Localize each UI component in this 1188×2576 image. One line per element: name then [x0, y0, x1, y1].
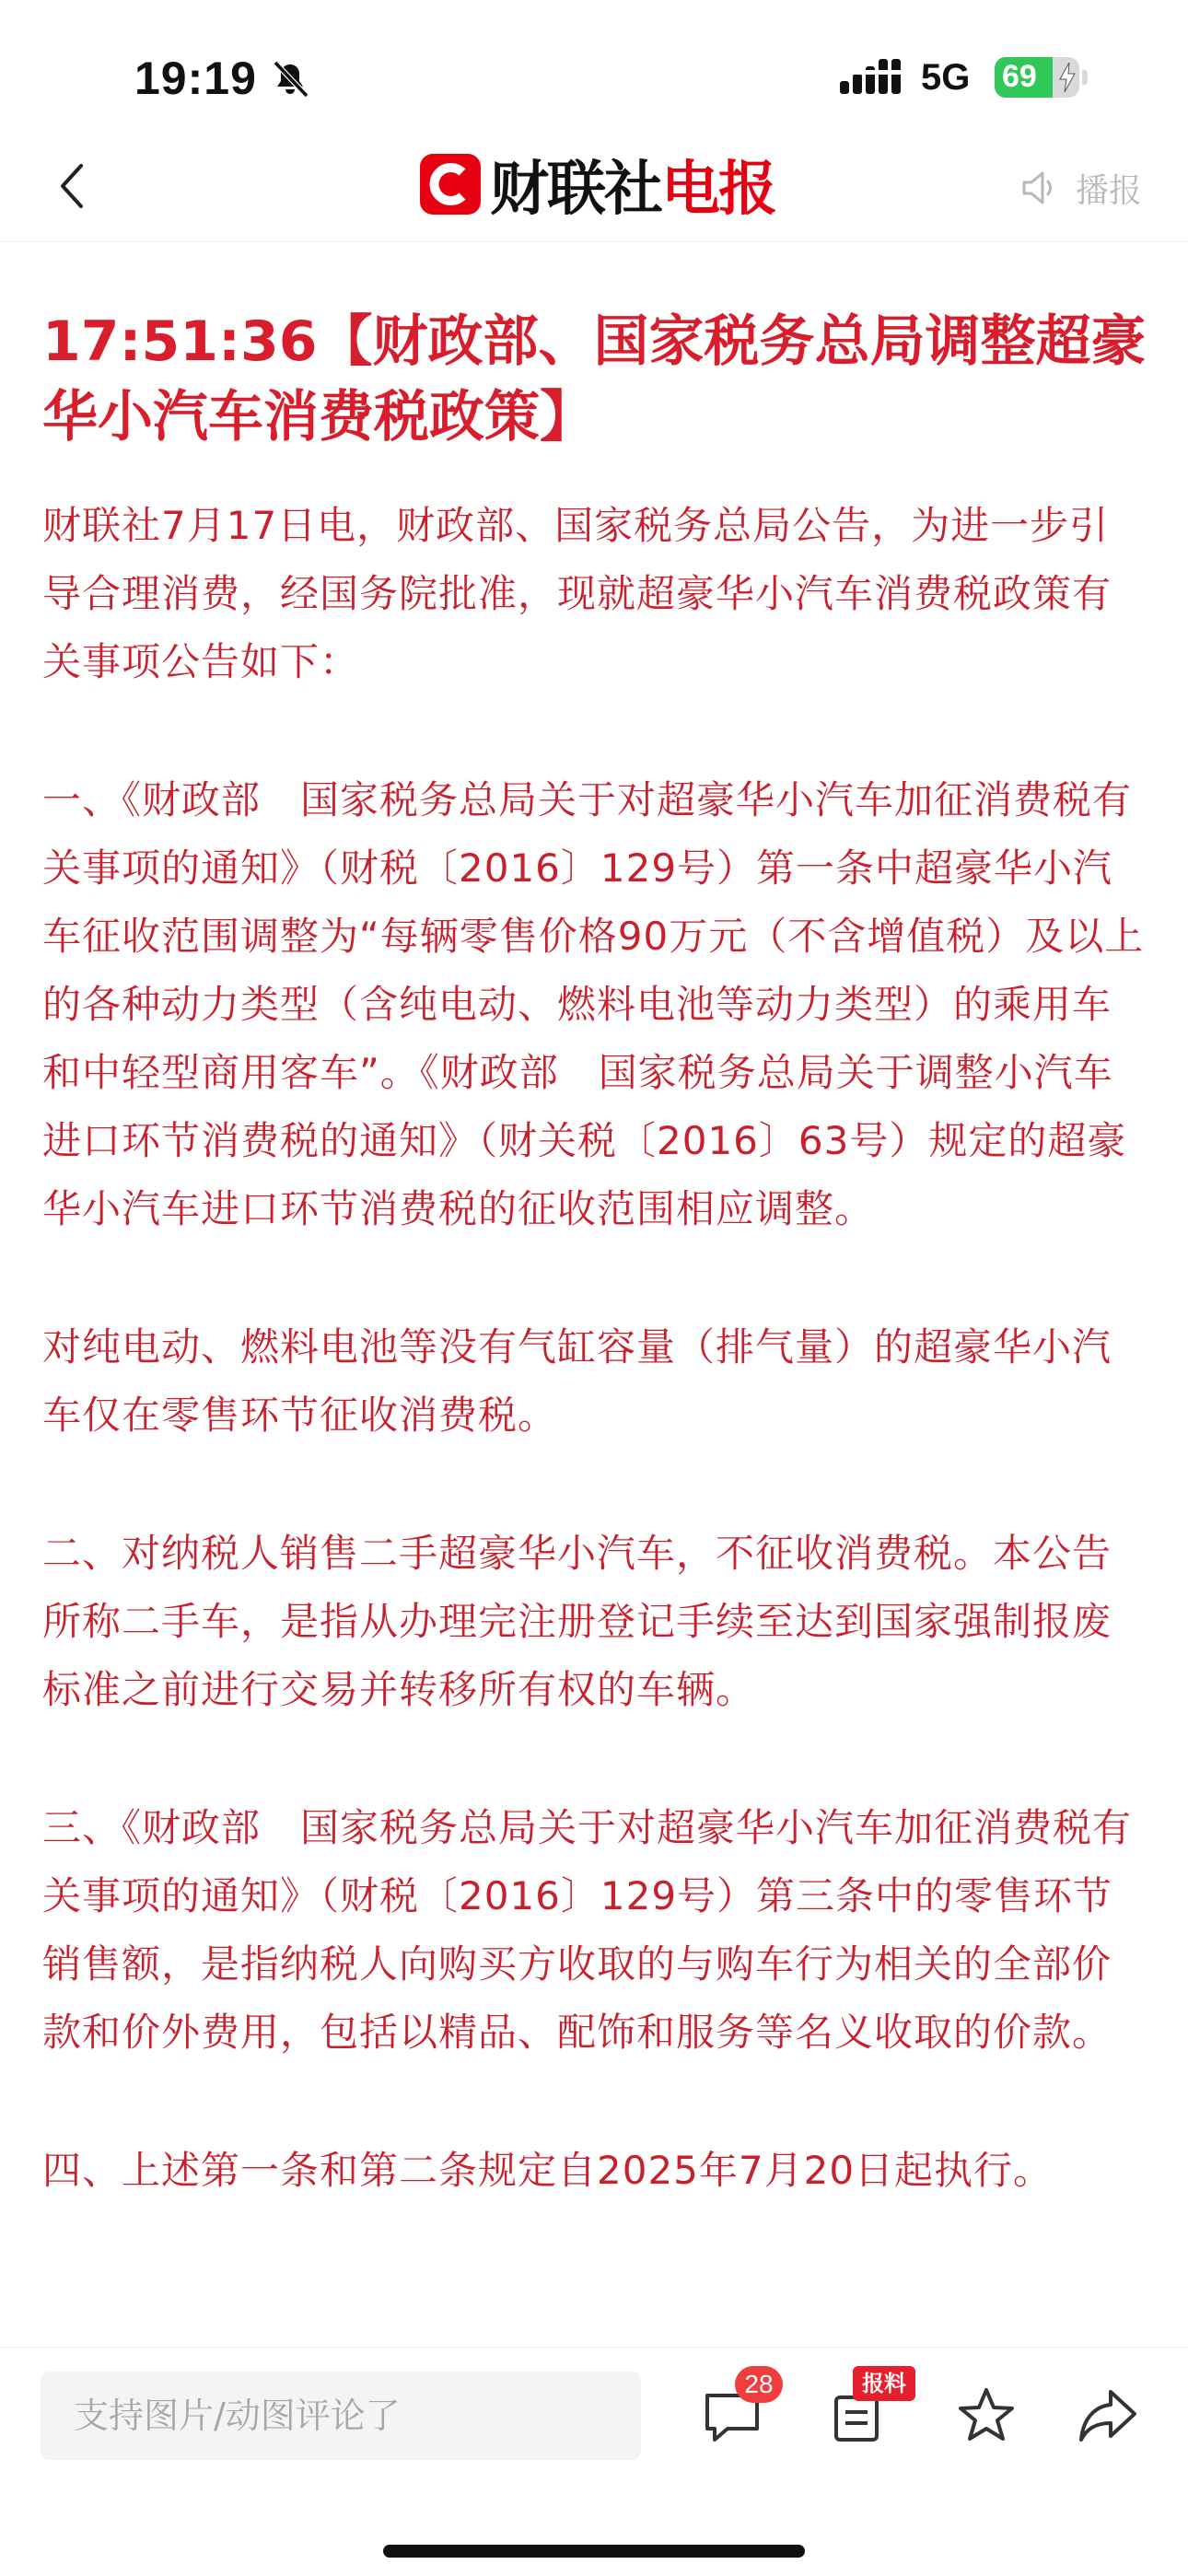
charging-bolt-icon: [1059, 63, 1076, 92]
article-title: 17:51:36【财政部、国家税务总局调整超豪华小汽车消费税政策】: [42, 309, 1147, 449]
article-body: [42, 492, 1147, 2205]
star-icon[interactable]: [954, 2383, 1019, 2447]
broadcast-button[interactable]: [1019, 158, 1142, 217]
back-icon[interactable]: [44, 157, 103, 216]
brand-suffix: 电报: [661, 156, 775, 224]
article-paragraph: 二、对纳税人销售二手超豪华小汽车，不征收消费税。本公告所称二手车，是指从办理完注册登记手续至达到国家强制报废标准之前进行交易并转移所有权的车辆。: [42, 1531, 1112, 1712]
broadcast-label: 播报: [1076, 171, 1143, 210]
status-time: 19:19: [134, 52, 257, 104]
article: [42, 304, 1147, 2205]
brand-logo: [420, 147, 775, 224]
signal-icon: [840, 59, 904, 96]
brand-name: 财联社: [490, 156, 661, 224]
status-bar: [0, 0, 1188, 138]
brand-mark: [420, 154, 481, 215]
bell-off-icon: [270, 59, 310, 99]
comment-input[interactable]: [41, 2372, 641, 2460]
article-paragraph: 对纯电动、燃料电池等没有气缸容量（排气量）的超豪华小汽车仅在零售环节征收消费税。: [42, 1324, 1112, 1438]
report-badge: 报料: [853, 2366, 915, 2401]
bottom-bar: [0, 2347, 1188, 2576]
network-label: 5G: [921, 57, 971, 98]
article-paragraph: 四、上述第一条和第二条规定自2025年7月20日起执行。: [42, 2148, 1054, 2193]
article-paragraph: 一、《财政部 国家税务总局关于对超豪华小汽车加征消费税有关事项的通知》（财税〔2016〕129号）第一条中超豪华小汽车征收范围调整为“每辆零售价格90万元（不含增值税）及以上的各种动力类型（含纯电动、燃料电池等动力类型）的乘用车和中轻型商用客车”。《财政部 国家税务总局关于调整小汽车进口环节消费税的通知》（财关税〔2016〕63号）规定的超豪华小汽车进口环节消费税的征收范围相应调整。: [42, 777, 1145, 1231]
article-paragraph: 三、《财政部 国家税务总局关于对超豪华小汽车加征消费税有关事项的通知》（财税〔2016〕129号）第三条中的零售环节销售额，是指纳税人向购买方收取的与购车行为相关的全部价款和价外费用，包括以精品、配饰和服务等名义收取的价款。: [42, 1805, 1133, 2055]
article-paragraph: 财联社7月17日电，财政部、国家税务总局公告，为进一步引导合理消费，经国务院批准，现就超豪华小汽车消费税政策有关事项公告如下：: [42, 503, 1112, 684]
battery-icon: [995, 57, 1079, 98]
battery-cap: [1082, 70, 1088, 85]
share-icon[interactable]: [1076, 2383, 1140, 2447]
home-indicator[interactable]: [383, 2545, 805, 2558]
speaker-icon: [1019, 166, 1063, 210]
battery-level: 69: [1002, 59, 1037, 94]
comment-count-badge: 28: [735, 2366, 783, 2403]
nav-bar: [0, 138, 1188, 242]
